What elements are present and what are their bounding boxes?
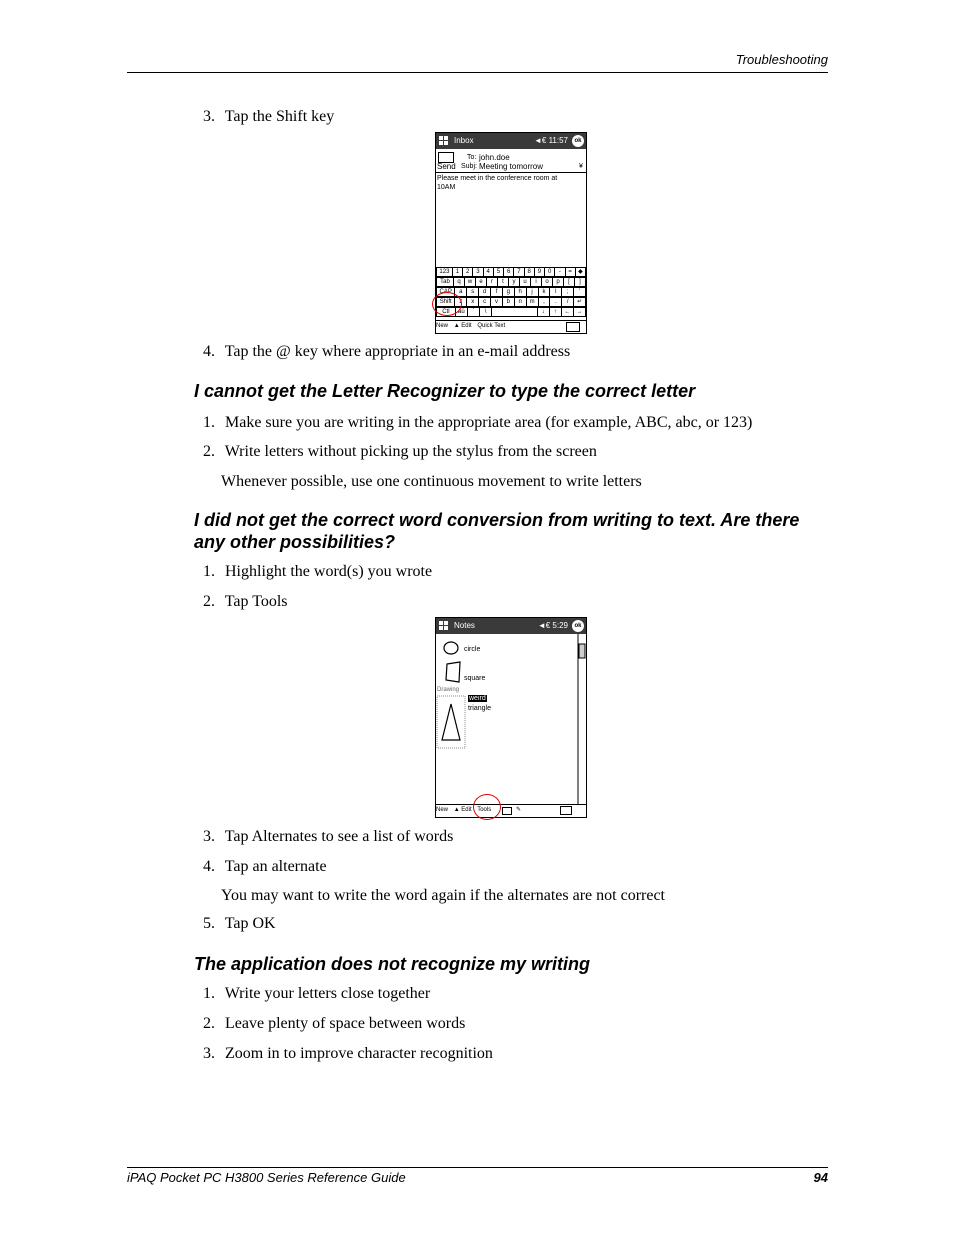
tools-highlight-circle (473, 794, 501, 820)
step-tap-ok: 5. Tap OK (203, 915, 276, 932)
notes-titlebar (436, 618, 586, 634)
keyboard-key: b (503, 297, 515, 307)
keyboard-key: 7 (514, 267, 524, 277)
notes-drawing (436, 634, 586, 804)
keyboard-key: ← (562, 307, 574, 317)
keyboard-key: áü (456, 307, 468, 317)
square-drawing (446, 662, 460, 682)
windows-logo-icon (439, 136, 449, 146)
to-label: To: (467, 154, 477, 161)
message-body: Please meet in the conference room at 10AM (437, 175, 558, 191)
keyboard-row-1 (436, 267, 586, 277)
step-at-key: 4. Tap the @ key where appropriate in an e-mail address (203, 343, 571, 360)
keyboard-key: 8 (525, 267, 535, 277)
keyboard-key: m (527, 297, 539, 307)
keyboard-key: w (465, 277, 476, 287)
keyboard-key: ; (562, 287, 574, 297)
menu-new: New (436, 807, 449, 813)
notes-menubar (436, 804, 586, 817)
word-triangle: triangle (468, 705, 491, 712)
keyboard-key: j (527, 287, 539, 297)
keyboard-key: 9 (535, 267, 545, 277)
triangle-drawing (442, 704, 460, 740)
keyboard-key: [ (564, 277, 575, 287)
inbox-menubar (436, 320, 586, 333)
keyboard-key: g (503, 287, 515, 297)
keyboard-key: u (520, 277, 531, 287)
keyboard-key: - (555, 267, 565, 277)
word-square: square (464, 675, 486, 682)
keyboard-key: p (553, 277, 564, 287)
word-circle: circle (464, 646, 481, 653)
running-header: Troubleshooting (735, 52, 828, 67)
keyboard-key: 5 (494, 267, 504, 277)
notes-title: Notes (454, 621, 475, 630)
footer-rule (127, 1167, 828, 1168)
heading-letter-recognizer: I cannot get the Letter Recognizer to type the correct letter (194, 381, 696, 401)
keyboard-key: 3 (473, 267, 483, 277)
header-divider (436, 172, 586, 173)
menu-edit: ▲ Edit (453, 323, 472, 329)
keyboard-key: ↑ (550, 307, 562, 317)
keyboard-key: a (455, 287, 467, 297)
to-value: john.doe (479, 153, 510, 162)
expand-icon: ¥ (579, 163, 583, 170)
windows-logo-icon (439, 621, 449, 631)
step-shift: 3. Tap the Shift key (203, 108, 335, 125)
keyboard-key: ◆ (576, 267, 586, 277)
keyboard-key: r (487, 277, 498, 287)
note-continuous: Whenever possible, use one continuous movement to write letters (221, 473, 642, 490)
scrollbar-thumb (579, 644, 585, 658)
step-tap-alternate: 4. Tap an alternate (203, 858, 327, 875)
step-tap-tools: 2. Tap Tools (203, 593, 288, 610)
keyboard-key: h (515, 287, 527, 297)
keyboard-key: → (574, 307, 586, 317)
keyboard-key: e (476, 277, 487, 287)
keyboard-key: 123 (436, 267, 453, 277)
keyboard-key: , (539, 297, 551, 307)
inbox-title: Inbox (454, 136, 474, 145)
keyboard-key: y (509, 277, 520, 287)
footer-title: iPAQ Pocket PC H3800 Series Reference Guide (127, 1170, 406, 1185)
drawing-label: Drawing (437, 687, 460, 693)
header-rule (127, 72, 828, 73)
step-close-together: 1. Write your letters close together (203, 985, 431, 1002)
keyboard-key: c (479, 297, 491, 307)
step-appropriate-area: 1. Make sure you are writing in the appropriate area (for example, ABC, abc, or 123) (203, 414, 753, 431)
keyboard-row-2 (436, 277, 586, 287)
recorder-icon (502, 807, 512, 815)
circle-drawing (444, 642, 458, 654)
menu-new: New (436, 323, 449, 329)
page-number: 94 (813, 1170, 828, 1185)
keyboard-key: o (542, 277, 553, 287)
keyboard-key: CAP (436, 287, 455, 297)
notes-time: ◄€ 5:29 (537, 621, 568, 630)
keyboard-key: ] (575, 277, 586, 287)
keyboard-key: d (479, 287, 491, 297)
send-label: Send (437, 162, 456, 171)
keyboard-key: / (562, 297, 574, 307)
notes-screenshot (435, 617, 587, 818)
note-write-again: You may want to write the word again if the alternates are not correct (221, 887, 665, 904)
ok-icon: ok (572, 135, 584, 147)
keyboard-key: n (515, 297, 527, 307)
keyboard-key: Shift (436, 297, 455, 307)
keyboard-key: ` (468, 307, 480, 317)
step-write-letters: 2. Write letters without picking up the stylus from the screen (203, 443, 597, 460)
ok-icon: ok (572, 620, 584, 632)
keyboard-key (492, 307, 537, 317)
keyboard-key: 2 (463, 267, 473, 277)
step-highlight: 1. Highlight the word(s) you wrote (203, 563, 433, 580)
keyboard-key: 4 (484, 267, 494, 277)
keyboard-key: ↵ (574, 297, 586, 307)
keyboard-key: 0 (545, 267, 555, 277)
keyboard-key: ↓ (538, 307, 550, 317)
keyboard-key: f (491, 287, 503, 297)
step-leave-space: 2. Leave plenty of space between words (203, 1015, 466, 1032)
keyboard-key: z (455, 297, 467, 307)
inbox-titlebar (436, 133, 586, 149)
step-zoom-in: 3. Zoom in to improve character recognition (203, 1045, 493, 1062)
pen-icon: ✎ (516, 807, 522, 813)
heading-not-recognize: The application does not recognize my writing (194, 954, 591, 974)
keyboard-key: v (491, 297, 503, 307)
menu-tools: Tools (477, 807, 492, 813)
heading-word-conversion: I did not get the correct word conversion from writing to text. Are there any other possibilities? (194, 510, 800, 552)
keyboard-key: q (454, 277, 465, 287)
keyboard-icon (566, 322, 580, 332)
keyboard-key: i (531, 277, 542, 287)
shift-highlight-circle (432, 292, 462, 316)
keyboard-icon (560, 806, 572, 815)
keyboard-key: \ (480, 307, 492, 317)
menu-edit: ▲ Edit (453, 807, 472, 813)
keyboard-key: l (550, 287, 562, 297)
menu-quick-text: Quick Text (477, 323, 506, 329)
keyboard-key: x (467, 297, 479, 307)
keyboard-key: 6 (504, 267, 514, 277)
step-alternates: 3. Tap Alternates to see a list of words (203, 828, 454, 845)
keyboard-key: Ctl (436, 307, 456, 317)
subj-label: Subj: (461, 163, 477, 170)
inbox-time: ◄€ 11:57 (533, 136, 568, 145)
keyboard-key: Tab (436, 277, 454, 287)
subj-value: Meeting tomorrow (479, 162, 544, 171)
keyboard-key: k (539, 287, 551, 297)
keyboard-key: s (467, 287, 479, 297)
keyboard-key: ' (574, 287, 586, 297)
word-weird-selected: weird (469, 695, 486, 702)
keyboard-key: . (550, 297, 562, 307)
keyboard-key: t (498, 277, 509, 287)
keyboard-key: 1 (453, 267, 463, 277)
keyboard-key: = (566, 267, 576, 277)
